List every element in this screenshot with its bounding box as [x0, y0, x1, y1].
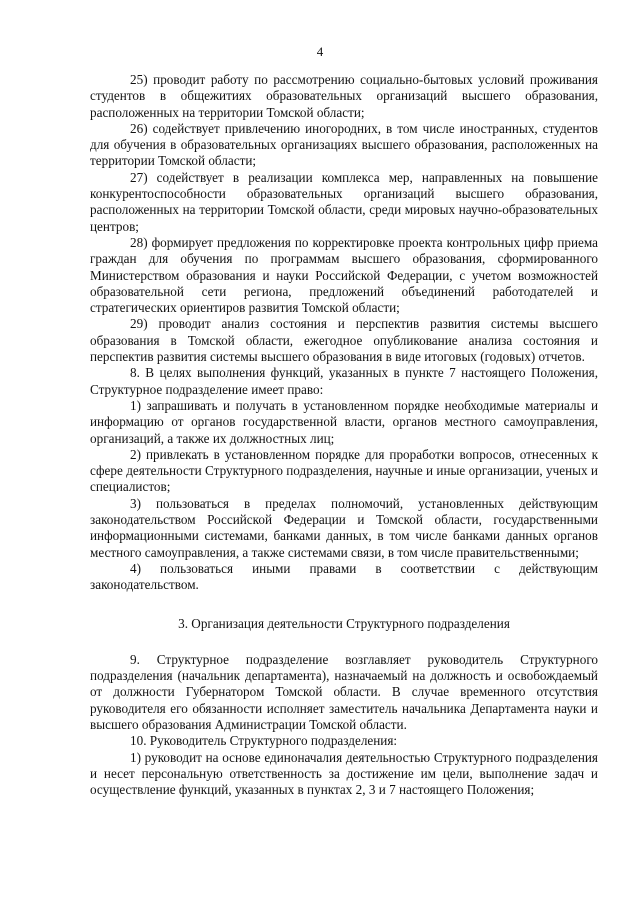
paragraph-clause-10: 10. Руководитель Структурного подразделения:	[130, 733, 398, 749]
paragraph-item-27: 27) содействует в реализации комплекса мер, направленных на повышение конкурентоспособности образовательных организаций высшего образования, расположенных на территории Томской области, среди мировых научно-образовательных центров;	[90, 169, 598, 234]
paragraph-right-4: 4) пользоваться иными правами в соответствии с действующим законодательством.	[90, 560, 598, 593]
paragraph-item-29: 29) проводит анализ состояния и перспектив развития системы высшего образования в Томской области, ежегодное опубликование анализа состояния и перспектив развития системы высшего образования в виде итоговых (годовых) отчетов.	[90, 316, 598, 365]
paragraph-clause-8: 8. В целях выполнения функций, указанных в пункте 7 настоящего Положения, Структурное подразделение имеет право:	[90, 365, 598, 397]
paragraph-right-1: 1) запрашивать и получать в установленном порядке необходимые материалы и информацию от органов государственной власти, органов местного самоуправления, организаций, а также их должностных лиц;	[90, 397, 598, 446]
paragraph-clause-9: 9. Структурное подразделение возглавляет руководитель Структурного подразделения (начальник департамента), назначаемый на должность и освобождаемый от должности Губернатором Томской области. В случае временного отсутствия руководителя его обязанности исполняет заместитель начальника Департамента науки и высшего образования Администрации Томской области.	[90, 651, 598, 732]
paragraph-duty-1: 1) руководит на основе единоначалия деятельностью Структурного подразделения и несет персональную ответственность за достижение им цели, выполнение задач и осуществление функций, указанных в пунктах 2, 3 и 7 настоящего Положения;	[90, 749, 598, 798]
paragraph-right-2: 2) привлекать в установленном порядке для проработки вопросов, отнесенных к сфере деятельности Структурного подразделения, научные и иные организации, ученых и специалистов;	[90, 446, 598, 495]
paragraph-item-28: 28) формирует предложения по корректировке проекта контрольных цифр приема граждан для обучения по программам высшего образования, сформированного Министерством образования и науки Российской Федерации, с учетом возможностей образовательной сети региона, предложений объединений работодателей и стратегических ориентиров развития Томской области;	[90, 234, 598, 316]
paragraph-right-3: 3) пользоваться в пределах полномочий, установленных действующим законодательством Российской Федерации и Томской области, государственными информационными системами, банками данных, в том числе банками данных органов местного самоуправления, а также системами связи, в том числе правительственными;	[90, 495, 598, 560]
section-heading: 3. Организация деятельности Структурного подразделения	[178, 615, 510, 631]
document-body	[90, 72, 598, 798]
paragraph-item-26: 26) содействует привлечению иногородних, в том числе иностранных, студентов для обучения в образовательных организациях высшего образования, расположенных на территории Томской области;	[90, 120, 598, 169]
paragraph-item-25: 25) проводит работу по рассмотрению социально-бытовых условий проживания студентов в общежитиях образовательных организаций высшего образования, расположенных на территории Томской области;	[90, 72, 598, 120]
page-number: 4	[316, 44, 324, 59]
